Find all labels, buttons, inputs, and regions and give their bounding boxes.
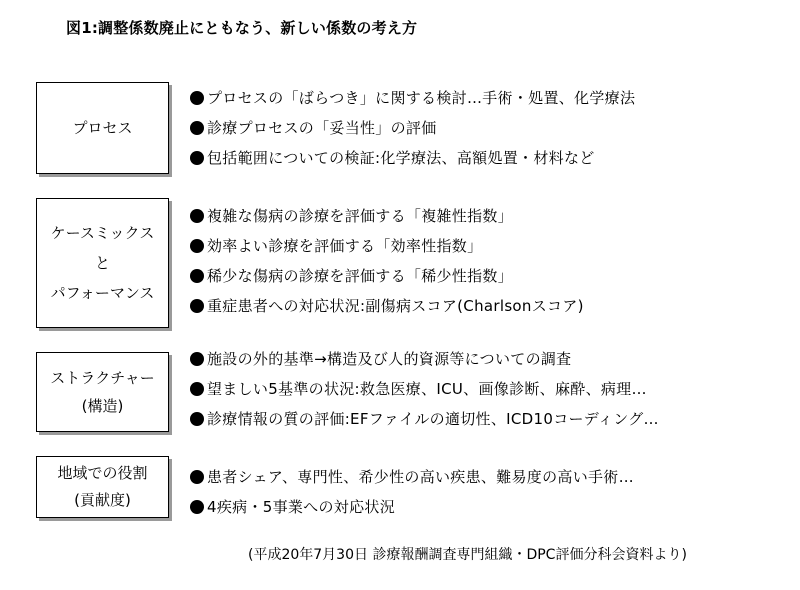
list-item-text: 施設の外的基準→構造及び人的資源等についての調査: [207, 350, 572, 368]
list-item: [190, 291, 584, 321]
bullet-icon: [190, 209, 204, 223]
bullet-icon: [190, 151, 204, 165]
label-box-regional-role: [36, 456, 169, 518]
bullet-list-regional-role: [190, 462, 634, 522]
label-line: ストラクチャー: [50, 369, 155, 387]
list-item-text: 4疾病・5事業への対応状況: [207, 498, 395, 516]
list-item-text: 効率よい診療を評価する「効率性指数」: [207, 237, 483, 255]
bullet-icon: [190, 412, 204, 426]
list-item: [190, 83, 635, 113]
list-item: [190, 492, 634, 522]
label-box-structure: [36, 352, 169, 432]
label-line: 地域での役割: [57, 464, 148, 482]
label-line: (構造): [81, 397, 124, 415]
bullet-list-process: [190, 83, 635, 173]
list-item-text: プロセスの「ばらつき」に関する検討…手術・処置、化学療法: [207, 89, 636, 107]
source-footnote: (平成20年7月30日 診療報酬調査専門組織・DPC評価分科会資料より): [248, 547, 687, 563]
list-item: [190, 374, 659, 404]
list-item-text: 診療プロセスの「妥当性」の評価: [207, 119, 437, 137]
bullet-icon: [190, 91, 204, 105]
label-line: ケースミックス: [50, 224, 155, 242]
bullet-list-structure: [190, 344, 659, 434]
list-item: [190, 143, 635, 173]
label-line: (貢献度): [74, 491, 131, 509]
list-item-text: 重症患者への対応状況:副傷病スコア(Charlsonスコア): [207, 297, 584, 315]
label-line: パフォーマンス: [50, 284, 155, 302]
list-item-text: 診療情報の質の評価:EFファイルの適切性、ICD10コーディング…: [207, 410, 659, 428]
list-item-text: 望ましい5基準の状況:救急医療、ICU、画像診断、麻酔、病理…: [207, 380, 647, 398]
bullet-icon: [190, 382, 204, 396]
label-box-casemix: [36, 198, 169, 328]
label-line: と: [94, 254, 110, 272]
page-title: 図1:調整係数廃止にともなう、新しい係数の考え方: [66, 19, 418, 37]
bullet-list-casemix: [190, 201, 584, 321]
list-item: [190, 404, 659, 434]
bullet-icon: [190, 352, 204, 366]
list-item-text: 複雑な傷病の診療を評価する「複雑性指数」: [207, 207, 514, 225]
bullet-icon: [190, 239, 204, 253]
list-item-text: 稀少な傷病の診療を評価する「稀少性指数」: [207, 267, 514, 285]
list-item-text: 包括範囲についての検証:化学療法、高額処置・材料など: [207, 149, 595, 167]
list-item: [190, 462, 634, 492]
label-box-process: [36, 82, 169, 174]
list-item: [190, 201, 584, 231]
bullet-icon: [190, 269, 204, 283]
list-item: [190, 113, 635, 143]
label-line: プロセス: [72, 119, 133, 137]
bullet-icon: [190, 470, 204, 484]
list-item: [190, 261, 584, 291]
list-item: [190, 231, 584, 261]
bullet-icon: [190, 500, 204, 514]
bullet-icon: [190, 299, 204, 313]
list-item-text: 患者シェア、専門性、希少性の高い疾患、難易度の高い手術…: [207, 468, 634, 486]
bullet-icon: [190, 121, 204, 135]
list-item: [190, 344, 659, 374]
